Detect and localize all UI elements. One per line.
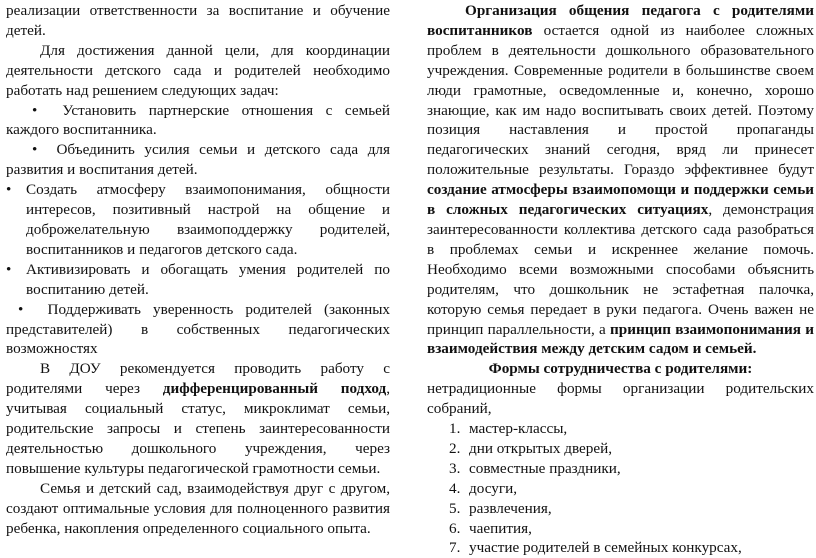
list-item bbox=[427, 479, 814, 499]
paragraph-communication-organization bbox=[427, 1, 814, 359]
list-item bbox=[427, 499, 814, 519]
heading-text: Формы сотрудничества с родителями: bbox=[488, 360, 753, 378]
list-item bbox=[427, 538, 814, 558]
paragraph-intro-continuation: реализации ответственности за воспитание и обучение детей. bbox=[6, 2, 390, 39]
bullet-text: Установить партнерские отношения с семьей каждого воспитанника. bbox=[6, 101, 390, 139]
bullet-item bbox=[6, 300, 390, 360]
list-number: 1. bbox=[449, 420, 461, 438]
bullet-item bbox=[6, 140, 390, 180]
list-number: 5. bbox=[449, 499, 461, 517]
list-text: досуги, bbox=[469, 479, 517, 497]
list-item bbox=[427, 439, 814, 459]
section-heading bbox=[427, 359, 814, 379]
list-item bbox=[427, 459, 814, 479]
bullet-marker: • bbox=[32, 101, 38, 119]
bold-text-run: создание атмосферы взаимопомощи и поддержки семьи в сложных педагогических ситуациях bbox=[427, 181, 814, 219]
bullet-text: Активизировать и обогащать умения родителей по воспитанию детей. bbox=[26, 260, 390, 298]
paragraph-family-and-kindergarten: Семья и детский сад, взаимодействуя друг с другом, создают оптимальные условия для полноценного развития ребенка, накопления определенного социального опыта. bbox=[6, 479, 390, 537]
bullet-text: Поддерживать уверенность родителей (законных представителей) в собственных педагогических возможностях bbox=[6, 300, 391, 358]
text-run: , учитывая социальный статус, микроклимат семьи, родительские запросы и степень заинтересованности деятельностью дошкольного учреждения, через повышение культуры педагогической грамотности семьи. bbox=[6, 380, 391, 477]
text-run: , демонстрация заинтересованности коллектива детского сада разобраться в проблемах семьи и искреннее желание помочь. Необходимо всеми возможными способами объяснить родителям, что дошкольник не эстафетная палочка, которую семья передает в руки педагога. Очень важен не принцип параллельности, а bbox=[427, 201, 814, 338]
bullet-marker: • bbox=[6, 181, 12, 199]
bullet-marker: • bbox=[32, 141, 38, 159]
bold-text-run: Организация общения педагога с родителями воспитанников bbox=[427, 2, 814, 39]
bullet-item bbox=[6, 260, 390, 300]
paragraph-tasks-intro: Для достижения данной цели, для координации деятельности детского сада и родителей необходимо работать над решением следующих задач: bbox=[6, 41, 390, 99]
bullet-text: Создать атмосферу взаимопонимания, общности интересов, позитивный настрой на общение и доброжелательную взаимоподдержку родителей, воспитанников и педагогов детского сада. bbox=[26, 181, 390, 258]
paragraph-differentiated-approach bbox=[6, 359, 390, 478]
bold-text-run: дифференцированный подход bbox=[162, 380, 387, 398]
list-text: чаепития, bbox=[469, 519, 532, 537]
bullet-item bbox=[6, 101, 390, 141]
bold-text-run: принцип взаимопонимания и взаимодействия между детским садом и семьей. bbox=[427, 320, 814, 358]
list-item bbox=[427, 419, 814, 439]
list-number: 6. bbox=[449, 519, 461, 537]
list-text: дни открытых дверей, bbox=[469, 439, 613, 457]
text-run: остается одной из наиболее сложных проблем в деятельности дошкольного образовательного учреждения. Современные родители в большинстве своем люди грамотные, осведомленные и, конечно, хорошо знающие, как им надо воспитывать своих детей. Поэтому позиция наставления и простой пропаганды педагогических знаний сегодня, вряд ли принесет положительные результаты. Гораздо эффективнее будут bbox=[427, 21, 814, 179]
bullet-marker: • bbox=[18, 300, 24, 318]
list-number: 3. bbox=[449, 459, 461, 477]
bullet-item bbox=[6, 180, 390, 260]
forms-list bbox=[427, 419, 814, 558]
bullet-text: Объединить усилия семьи и детского сада для развития и воспитания детей. bbox=[6, 141, 390, 179]
right-column bbox=[427, 1, 814, 558]
bullet-marker: • bbox=[6, 260, 12, 278]
left-column bbox=[6, 1, 390, 538]
text-run: В ДОУ рекомендуется проводить работу с родителями через bbox=[6, 360, 390, 398]
list-text: участие родителей в семейных конкурсах, bbox=[469, 539, 742, 557]
list-number: 4. bbox=[449, 479, 461, 497]
list-text: совместные праздники, bbox=[469, 459, 621, 477]
list-text: развлечения, bbox=[469, 499, 552, 517]
forms-intro: нетрадиционные формы организации родительских собраний, bbox=[427, 380, 814, 418]
list-text: мастер-классы, bbox=[469, 420, 568, 438]
list-number: 2. bbox=[449, 439, 461, 457]
list-number: 7. bbox=[449, 539, 461, 557]
